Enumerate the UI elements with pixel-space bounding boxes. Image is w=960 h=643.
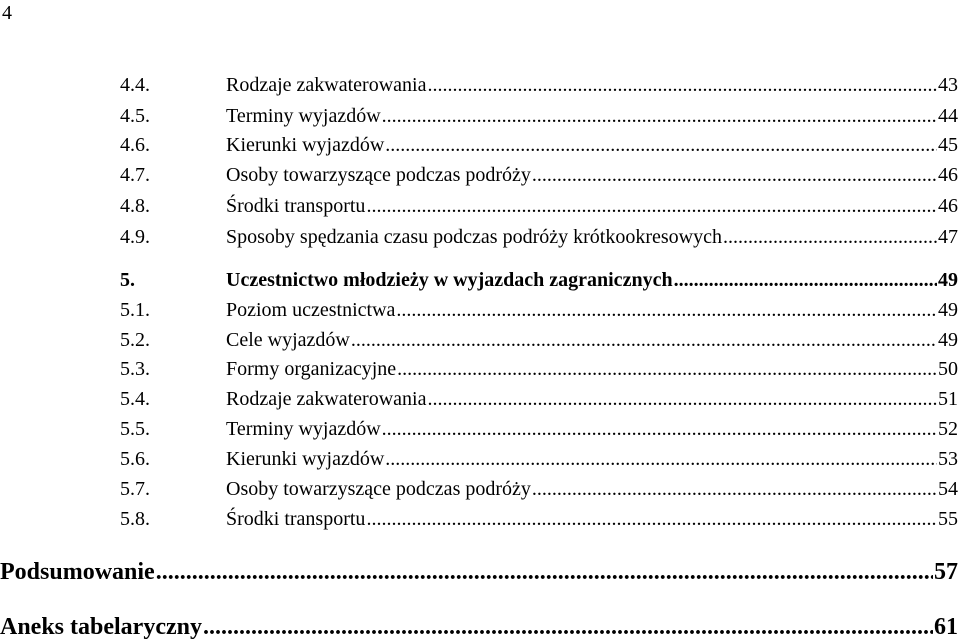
toc-entry[interactable] <box>120 193 960 219</box>
toc-dot-leader <box>427 72 937 98</box>
toc-entry-title: Aneks tabelaryczny <box>0 614 202 640</box>
toc-entry-number: 4.8. <box>120 195 150 217</box>
toc-entry-page: 44 <box>938 105 958 127</box>
toc-entry-title: Rodzaje zakwaterowania <box>226 74 427 96</box>
toc-entry[interactable] <box>120 297 960 323</box>
toc-entry-title: Sposoby spędzania czasu podczas podróży krótkookresowych <box>226 226 722 248</box>
toc-entry-number: 4.5. <box>120 105 150 127</box>
toc-dot-leader <box>723 224 937 250</box>
toc-entry-page: 46 <box>938 164 958 186</box>
toc-entry[interactable] <box>120 476 960 502</box>
toc-entry-page: 49 <box>938 299 958 321</box>
toc-entry-page: 46 <box>938 195 958 217</box>
toc-entry[interactable] <box>120 327 960 353</box>
toc-entry-title: Osoby towarzyszące podczas podróży <box>226 164 531 186</box>
page-number: 4 <box>2 2 12 24</box>
toc-entry-title: Terminy wyjazdów <box>226 105 381 127</box>
toc-dot-leader <box>532 476 937 502</box>
toc-entry-page: 57 <box>934 559 958 585</box>
toc-entry-page: 52 <box>938 418 958 440</box>
toc-entry-title: Środki transportu <box>226 195 366 217</box>
toc-entry-page: 53 <box>938 448 958 470</box>
toc-entry-page: 49 <box>938 329 958 351</box>
toc-entry-number: 5. <box>120 269 135 291</box>
toc-dot-leader <box>351 327 937 353</box>
toc-entry-page: 50 <box>938 358 958 380</box>
toc-entry[interactable] <box>120 506 960 532</box>
toc-entry-title: Poziom uczestnictwa <box>226 299 396 321</box>
toc-entry[interactable] <box>120 446 960 472</box>
toc-dot-leader <box>532 162 937 188</box>
toc-dot-leader <box>156 557 933 587</box>
toc-entry-page: 54 <box>938 478 958 500</box>
toc-dot-leader <box>366 506 937 532</box>
toc-entry-number: 5.4. <box>120 388 150 410</box>
toc-entry[interactable] <box>120 72 960 98</box>
toc-entry-number: 5.1. <box>120 299 150 321</box>
toc-entry-title: Kierunki wyjazdów <box>226 134 385 156</box>
toc-entry[interactable] <box>120 356 960 382</box>
toc-entry-title: Środki transportu <box>226 508 366 530</box>
toc-entry-number: 5.8. <box>120 508 150 530</box>
toc-entry-number: 4.4. <box>120 74 150 96</box>
toc-entry-title: Kierunki wyjazdów <box>226 448 385 470</box>
toc-entry-page: 45 <box>938 134 958 156</box>
toc-chapter-entry[interactable] <box>120 267 960 293</box>
toc-dot-leader <box>366 193 937 219</box>
toc-entry-number: 5.3. <box>120 358 150 380</box>
toc-entry-page: 51 <box>938 388 958 410</box>
toc-dot-leader <box>385 446 937 472</box>
toc-entry-title: Formy organizacyjne <box>226 358 397 380</box>
toc-dot-leader <box>382 103 937 129</box>
toc-entry-number: 4.6. <box>120 134 150 156</box>
toc-entry-title: Rodzaje zakwaterowania <box>226 388 427 410</box>
toc-section-entry[interactable] <box>0 612 960 642</box>
toc-dot-leader <box>397 356 937 382</box>
toc-entry[interactable] <box>120 386 960 412</box>
toc-entry-number: 5.2. <box>120 329 150 351</box>
toc-dot-leader <box>427 386 937 412</box>
toc-dot-leader <box>396 297 937 323</box>
toc-entry-number: 4.7. <box>120 164 150 186</box>
toc-entry[interactable] <box>120 162 960 188</box>
toc-entry-number: 5.5. <box>120 418 150 440</box>
toc-dot-leader <box>674 267 937 293</box>
toc-section-entry[interactable] <box>0 557 960 587</box>
toc-entry[interactable] <box>120 103 960 129</box>
toc-dot-leader <box>385 132 937 158</box>
toc-entry-page: 43 <box>938 74 958 96</box>
toc-entry-title: Podsumowanie <box>0 559 155 585</box>
toc-entry-page: 47 <box>938 226 958 248</box>
toc-entry-number: 4.9. <box>120 226 150 248</box>
toc-dot-leader <box>382 416 937 442</box>
toc-entry-title: Cele wyjazdów <box>226 329 350 351</box>
toc-entry-number: 5.6. <box>120 448 150 470</box>
toc-entry-page: 61 <box>934 614 958 640</box>
toc-entry-page: 55 <box>938 508 958 530</box>
toc-entry[interactable] <box>120 416 960 442</box>
toc-entry-title: Uczestnictwo młodzieży w wyjazdach zagranicznych <box>226 269 673 291</box>
toc-entry[interactable] <box>120 132 960 158</box>
toc-entry-page: 49 <box>938 269 958 291</box>
toc-entry[interactable] <box>120 224 960 250</box>
toc-dot-leader <box>203 612 933 642</box>
toc-entry-title: Terminy wyjazdów <box>226 418 381 440</box>
toc-entry-number: 5.7. <box>120 478 150 500</box>
toc-entry-title: Osoby towarzyszące podczas podróży <box>226 478 531 500</box>
